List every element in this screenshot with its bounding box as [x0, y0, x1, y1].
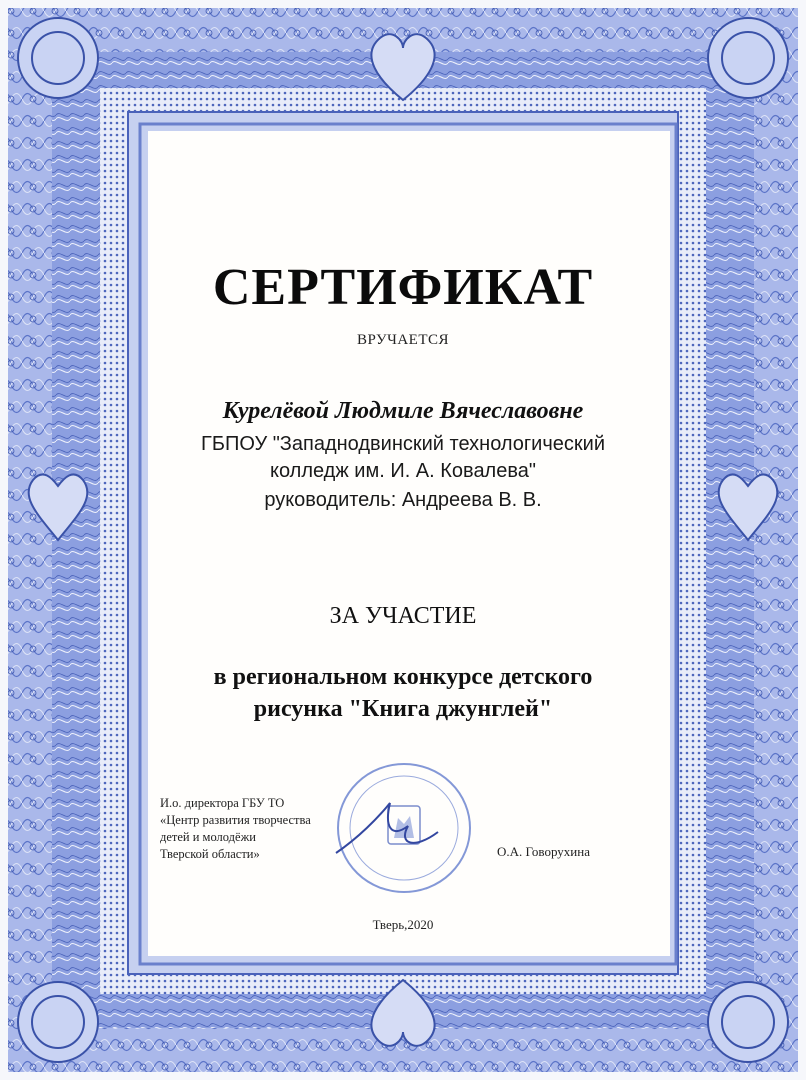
certificate-title: СЕРТИФИКАТ: [212, 259, 594, 316]
position-line-2: «Центр развития творчества: [160, 813, 311, 827]
institution-line-2: колледж им. И. А. Ковалева": [270, 460, 536, 482]
certificate-subtitle: ВРУЧАЕТСЯ: [356, 332, 449, 348]
award-reason-line-2: рисунка "Книга джунглей": [253, 696, 553, 722]
position-line-1: И.о. директора ГБУ ТО: [160, 796, 285, 810]
supervisor-line: руководитель: Андреева В. В.: [264, 489, 542, 511]
signature-scribble: [336, 803, 438, 853]
recipient-name: Курелёвой Людмиле Вячеславовне: [222, 398, 584, 424]
award-heading: ЗА УЧАСТИЕ: [329, 603, 477, 629]
award-reason-line-1: в региональном конкурсе детского: [213, 664, 593, 690]
signatory-position: [160, 795, 311, 863]
institution-line-1: ГБПОУ "Западнодвинский технологический: [201, 433, 605, 455]
position-line-4: Тверской области»: [160, 847, 260, 861]
position-line-3: детей и молодёжи: [160, 830, 256, 844]
official-stamp: [318, 758, 478, 898]
place-and-date: Тверь,2020: [372, 917, 434, 932]
signer-name: О.А. Говорухина: [497, 844, 590, 859]
